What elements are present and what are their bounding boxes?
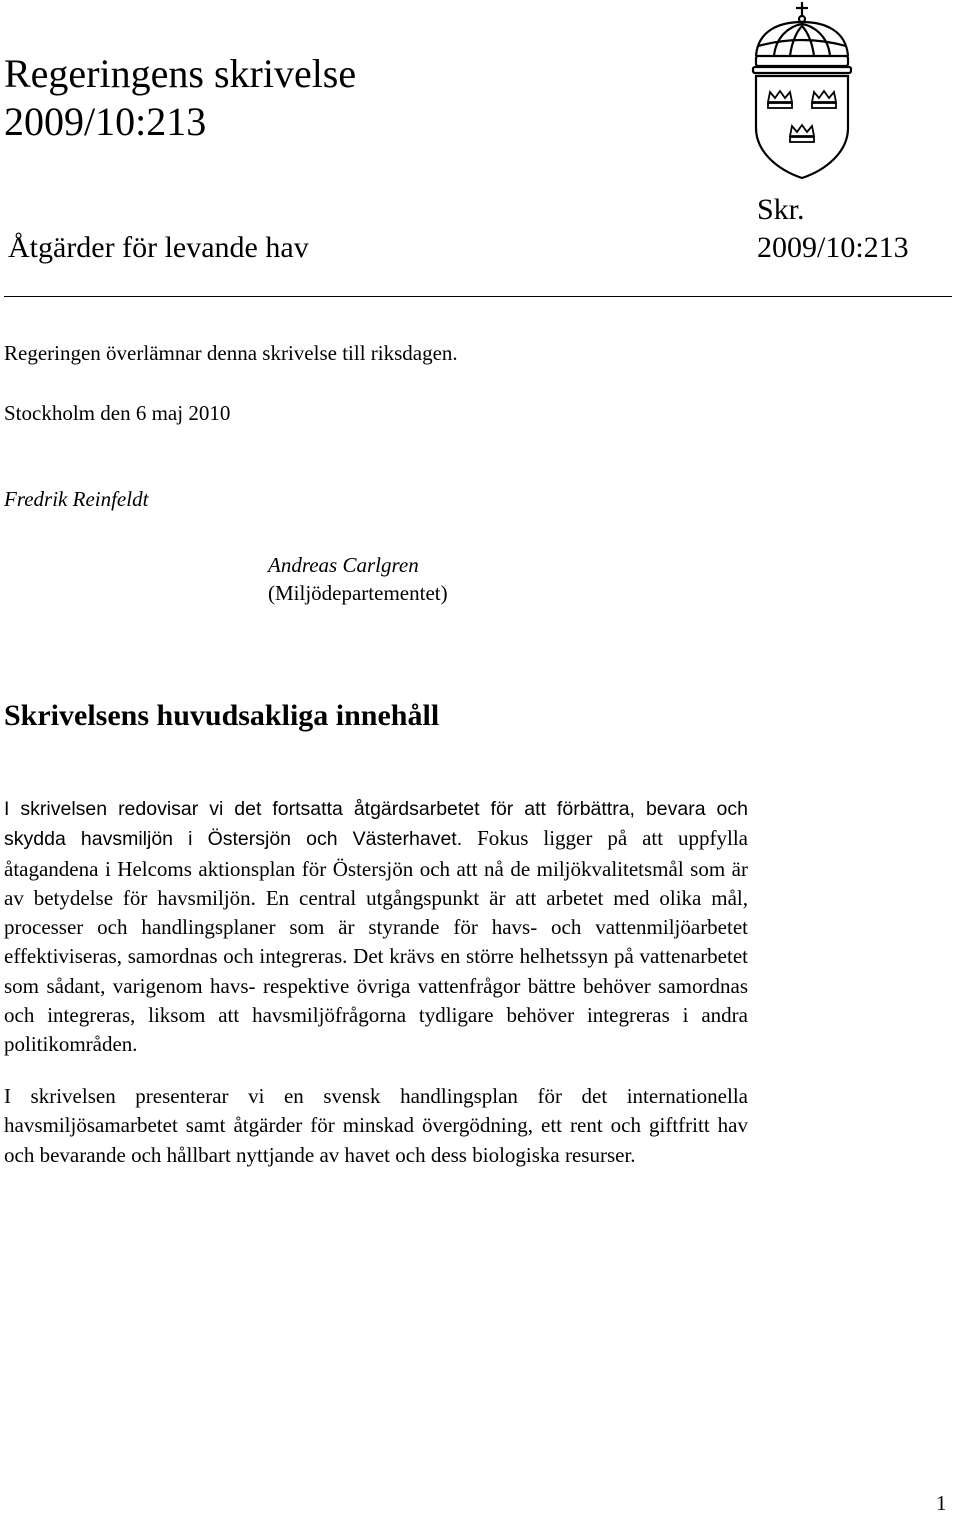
skr-number: 2009/10:213: [757, 231, 909, 264]
skr-label: Skr.: [757, 193, 805, 226]
summary-heading: Skrivelsens huvudsakliga innehåll: [4, 699, 440, 732]
document-title: [4, 50, 356, 146]
coat-of-arms-icon: [750, 0, 854, 182]
header-divider: [4, 296, 952, 297]
submission-intro: Regeringen överlämnar denna skrivelse till riksdagen.: [4, 341, 458, 365]
minister-signature: Andreas Carlgren: [268, 553, 419, 577]
summary-paragraph-1: [4, 794, 748, 1060]
summary-paragraph-2: I skrivelsen presenterar vi en svensk handlingsplan för det internationella havsmiljösamarbetet samt åtgärder för minskad övergödning, ett rent och giftfritt hav och bevarande och hållbart nyttjande av havet och dess biologiska resurser.: [4, 1084, 748, 1167]
document-subtitle: Åtgärder för levande hav: [8, 231, 309, 264]
place-date: Stockholm den 6 maj 2010: [4, 401, 231, 425]
title-line-1: Regeringens skrivelse: [4, 51, 357, 96]
prime-minister-signature: Fredrik Reinfeldt: [4, 487, 149, 511]
ministry-name: (Miljödepartementet): [268, 581, 448, 605]
summary-paragraph-1-lead: I skrivelsen redovisar vi det fortsatta åtgärdsarbetet för att förbättra, bevara och skydda havsmiljön i Östersjön och Västerhavet.: [4, 798, 748, 851]
summary-paragraph-1-body: Fokus ligger på att uppfylla åtagandena i Helcoms aktionsplan för Östersjön och att nå de miljökvalitetsmål som är av betydelse för havsmiljön. En central utgångspunkt är att arbetet med olika mål, processer och handlingsplaner som är styrande för havs- och vattenmiljöarbetet effektiviseras, samordnas och integreras. Det krävs en större helhetssyn på vattenarbetet som sådant, varigenom havs- respektive övriga vattenfrågor bättre behöver samordnas och integreras, liksom att havsmiljöfrågorna tydligare behöver integreras i andra politikområden.: [4, 826, 748, 1057]
page-number: 1: [936, 1491, 947, 1515]
title-line-2: 2009/10:213: [4, 99, 207, 144]
